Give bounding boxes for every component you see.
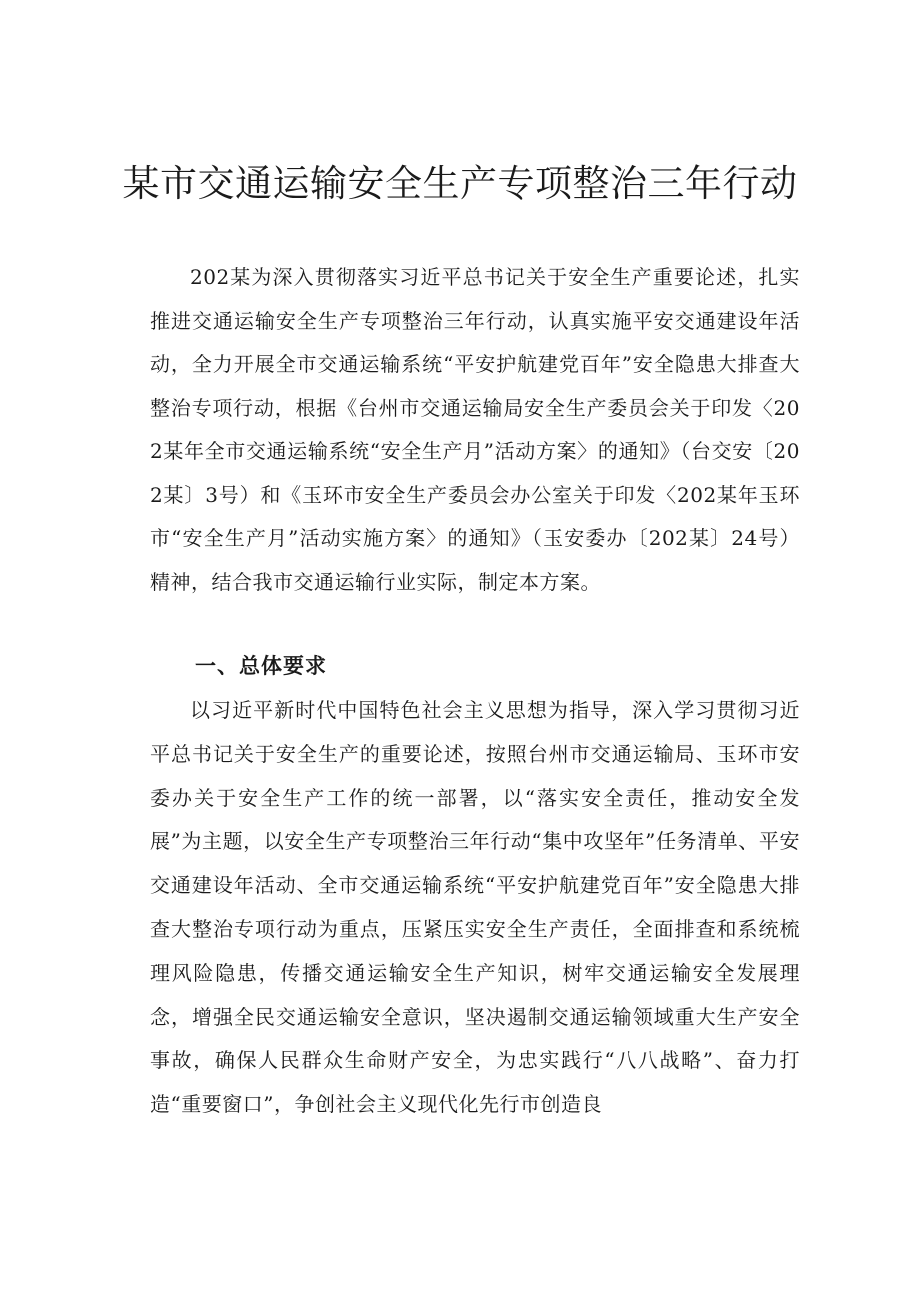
general-requirements-paragraph: 以习近平新时代中国特色社会主义思想为指导，深入学习贯彻习近平总书记关于安全生产的重要论述，按照台州市交通运输局、玉环市安委办关于安全生产工作的统一部署，以“落实安全责任，推动安全发展”为主题，以安全生产专项整治三年行动“集中攻坚年”任务清单、平安交通建设年活动、全市交通运输系统“平安护航建党百年”安全隐患大排查大整治专项行动为重点，压紧压实安全生产责任，全面排查和系统梳理风险隐患，传播交通运输安全生产知识，树牢交通运输安全发展理念，增强全民交通运输安全意识，坚决遏制交通运输领域重大生产安全事故，确保人民群众生命财产安全，为忠实践行“八八战略”、奋力打造“重要窗口”，争创社会主义现代化先行市创造良 bbox=[150, 698, 800, 1117]
section-heading-general-requirements: 一、总体要求 bbox=[195, 654, 327, 678]
intro-paragraph: 202某为深入贯彻落实习近平总书记关于安全生产重要论述，扎实推进交通运输安全生产专项整治三年行动，认真实施平安交通建设年活动，全力开展全市交通运输系统“平安护航建党百年”安全隐患大排查大整治专项行动，根据《台州市交通运输局安全生产委员会关于印发〈202某年全市交通运输系统“安全生产月”活动方案〉的通知》（台交安〔202某〕3号）和《玉环市安全生产委员会办公室关于印发〈202某年玉环市“安全生产月”活动实施方案〉的通知》（玉安委办〔202某〕24号）精神，结合我市交通运输行业实际，制定本方案。 bbox=[150, 265, 800, 594]
intro-section bbox=[150, 256, 800, 604]
document-title: 某市交通运输安全生产专项整治三年行动 bbox=[122, 162, 798, 205]
general-requirements-section bbox=[150, 689, 800, 1127]
